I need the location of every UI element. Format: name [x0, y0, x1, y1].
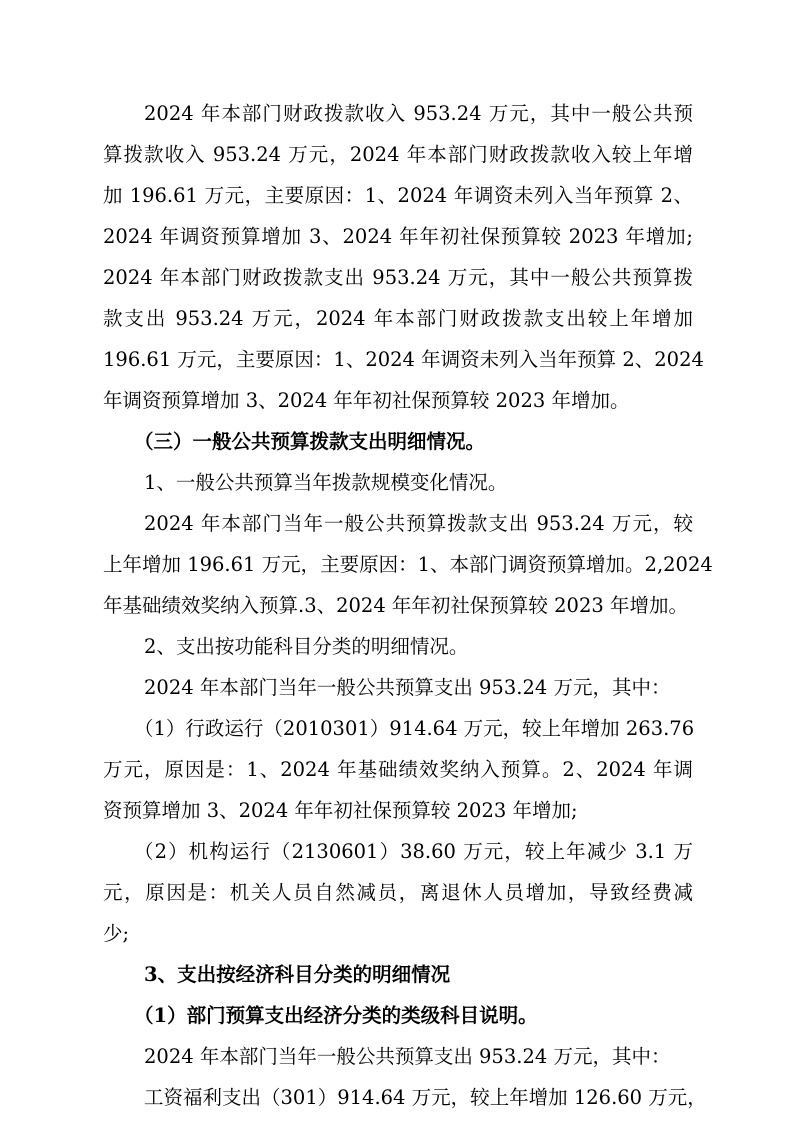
section-heading: （1）部门预算支出经济分类的类级科目说明。 [134, 1004, 538, 1027]
paragraph-line: 款支出 953.24 万元，2024 年本部门财政拨款支出较上年增加 [103, 307, 693, 330]
paragraph-line: 年基础绩效奖纳入预算.3、2024 年年初社保预算较 2023 年增加。 [103, 594, 688, 617]
paragraph-line: 加 196.61 万元，主要原因：1、2024 年调资未列入当年预算 2、 [103, 184, 693, 207]
section-heading: 3、支出按经济科目分类的明细情况 [144, 963, 451, 986]
paragraph-line: 上年增加 196.61 万元，主要原因：1、本部门调资预算增加。2,2024 [103, 553, 713, 576]
section-heading: （三）一般公共预算拨款支出明细情况。 [134, 430, 486, 453]
paragraph-line: （2）机构运行（2130601）38.60 万元，较上年减少 3.1 万 [134, 840, 693, 863]
paragraph-line: 2024 年本部门财政拨款支出 953.24 万元，其中一般公共预算拨 [103, 266, 693, 289]
subsection-heading: 1、一般公共预算当年拨款规模变化情况。 [144, 471, 508, 494]
paragraph-line: 年调资预算增加 3、2024 年年初社保预算较 2023 年增加。 [103, 389, 630, 412]
paragraph-line: 资预算增加 3、2024 年年初社保预算较 2023 年增加; [103, 799, 578, 822]
paragraph-line: 2024 年调资预算增加 3、2024 年年初社保预算较 2023 年增加; [103, 225, 693, 248]
paragraph-line: 196.61 万元，主要原因：1、2024 年调资未列入当年预算 2、2024 [103, 348, 704, 371]
paragraph-line: 2024 年本部门当年一般公共预算支出 953.24 万元，其中： [144, 1045, 671, 1068]
paragraph-line: 2024 年本部门财政拨款收入 953.24 万元，其中一般公共预 [144, 102, 693, 125]
paragraph-line: 少; [103, 922, 130, 945]
paragraph-line: 万元，原因是：1、2024 年基础绩效奖纳入预算。2、2024 年调 [103, 758, 693, 781]
paragraph-line: 算拨款收入 953.24 万元，2024 年本部门财政拨款收入较上年增 [103, 143, 693, 166]
paragraph-line: 2024 年本部门当年一般公共预算拨款支出 953.24 万元，较 [144, 512, 693, 535]
paragraph-line: 2024 年本部门当年一般公共预算支出 953.24 万元，其中： [144, 676, 671, 699]
paragraph-line-overflow: 工资福利支出（301）914.64 万元，较上年增加 126.60 万元， [144, 1086, 707, 1109]
subsection-heading: 2、支出按功能科目分类的明细情况。 [144, 635, 469, 658]
paragraph-line: 元，原因是：机关人员自然减员，离退休人员增加，导致经费减 [103, 881, 693, 904]
paragraph-line: （1）行政运行（2010301）914.64 万元，较上年增加 263.76 [134, 717, 695, 740]
